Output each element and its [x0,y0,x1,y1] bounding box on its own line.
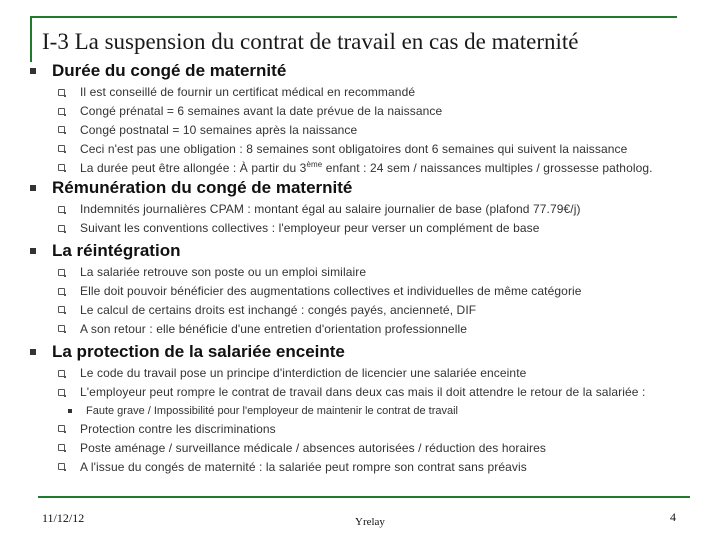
section-header [30,341,645,363]
title-frame-left-rule [30,16,32,62]
checkbox-bullet-icon [58,288,65,295]
square-bullet-icon [30,349,36,355]
item-text: A son retour : elle bénéficie d'une entretien d'orientation professionnelle [80,321,467,336]
item-text: L'employeur peut rompre le contrat de travail dans deux cas mais il doit attendre le retour de la salariée : [80,385,646,400]
section-duree [30,60,653,177]
list-item [58,139,653,158]
item-text: Elle doit pouvoir bénéficier des augmentations collectives et individuelles de même catégorie [80,284,582,299]
superscript: ème [306,160,323,170]
item-text: Suivant les conventions collectives : l'employeur peur verser un complément de base [80,221,540,236]
item-text: Congé prénatal = 6 semaines avant la date prévue de la naissance [80,104,443,119]
item-text: Ceci n'est pas une obligation : 8 semaines sont obligatoires dont 6 semaines qui suivent la naissance [80,141,628,156]
item-text: Le calcul de certains droits est inchangé : congés payés, ancienneté, DIF [80,302,477,317]
item-text: Poste aménage / surveillance médicale / absences autorisées / réduction des horaires [80,440,546,455]
section-title: La protection de la salariée enceinte [52,342,345,361]
checkbox-bullet-icon [58,325,65,332]
checkbox-bullet-icon [58,463,65,470]
checkbox-bullet-icon [58,389,65,396]
list-item [58,364,645,383]
list-item [58,121,653,140]
checkbox-bullet-icon [58,145,65,152]
item-text: Indemnités journalières CPAM : montant égal au salaire journalier de base (plafond 77.79€/j) [80,202,581,217]
list-item [58,282,582,301]
section-protection [30,341,645,476]
checkbox-bullet-icon [58,206,65,213]
footer-author: Yrelay [355,516,385,528]
title-frame-top-rule [30,16,677,18]
list-item [58,383,645,402]
list-item [58,158,653,177]
item-text: Le code du travail pose un principe d'interdiction de licencier une salariée enceinte [80,366,527,381]
section-header [30,240,582,262]
section-title: La réintégration [52,241,181,260]
checkbox-bullet-icon [58,126,65,133]
footer-rule [38,496,690,498]
checkbox-bullet-icon [58,306,65,313]
list-item [58,457,645,476]
section-header [30,177,581,199]
item-text: Il est conseillé de fournir un certificat médical en recommandé [80,85,416,100]
square-bullet-icon [68,409,72,413]
section-title: Rémunération du congé de maternité [52,178,353,197]
checkbox-bullet-icon [58,370,65,377]
section-reintegration [30,240,582,338]
section-title: Durée du congé de maternité [52,61,287,80]
checkbox-bullet-icon [58,269,65,276]
sub-item-text: Faute grave / Impossibilité pour l'employeur de maintenir le contrat de travail [86,404,459,417]
item-text: La salariée retrouve son poste ou un emploi similaire [80,265,367,280]
checkbox-bullet-icon [58,444,65,451]
sub-list-item [68,402,645,420]
item-text: Congé postnatal = 10 semaines après la naissance [80,122,358,137]
checkbox-bullet-icon [58,164,65,171]
footer-date: 11/12/12 [42,511,85,525]
page-number: 4 [670,510,676,524]
list-item [58,83,653,102]
list-item [58,438,645,457]
square-bullet-icon [30,248,36,254]
item-text-part: La durée peut être allongée : À partir du 3 [80,161,307,176]
section-header [30,60,653,82]
list-item [58,420,645,439]
checkbox-bullet-icon [58,225,65,232]
list-item [58,219,581,238]
list-item [58,319,582,338]
checkbox-bullet-icon [58,425,65,432]
checkbox-bullet-icon [58,108,65,115]
section-remuneration [30,177,581,238]
slide-title: I-3 La suspension du contrat de travail en cas de maternité [42,29,579,54]
list-item [58,200,581,219]
square-bullet-icon [30,185,36,191]
square-bullet-icon [30,68,36,74]
item-text: Protection contre les discriminations [80,421,276,436]
item-text-part: enfant : 24 sem / naissances multiples / grossesse patholog. [322,161,653,176]
item-text: A l'issue du congés de maternité : la salariée peut rompre son contrat sans préavis [80,459,527,474]
item-text [80,160,653,175]
checkbox-bullet-icon [58,89,65,96]
list-item [58,301,582,320]
list-item [58,102,653,121]
list-item [58,263,582,282]
